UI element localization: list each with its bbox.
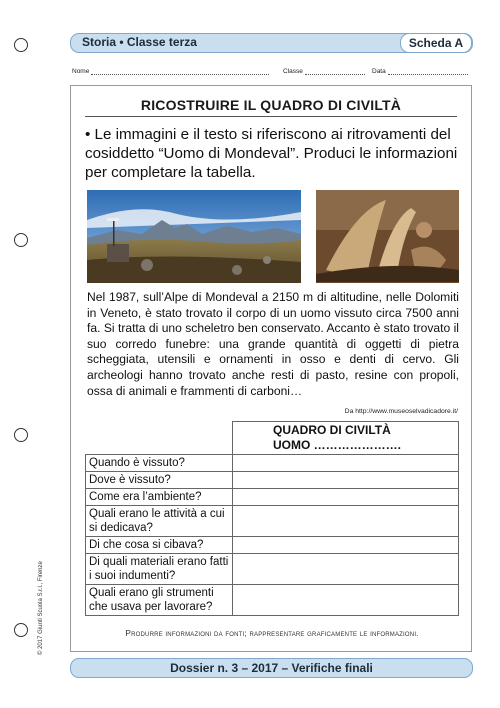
table-row (86, 585, 459, 616)
answer-cell[interactable] (233, 472, 459, 489)
question-cell: Come era l’ambiente? (86, 489, 233, 506)
question-cell: Dove è vissuto? (86, 472, 233, 489)
table-row (86, 455, 459, 472)
table-header-row (86, 422, 459, 455)
question-cell: Quando è vissuto? (86, 455, 233, 472)
table-row (86, 506, 459, 537)
table-row (86, 489, 459, 506)
name-label: Nome (72, 68, 90, 75)
mountain-landscape-photo (87, 190, 301, 283)
binder-hole-2 (14, 233, 28, 247)
page-title: RICOSTRUIRE IL QUADRO DI CIVILTÀ (140, 97, 402, 113)
date-field[interactable] (372, 67, 468, 77)
skeleton-remains-photo (316, 190, 459, 283)
table-row (86, 554, 459, 585)
class-field[interactable] (283, 67, 365, 77)
question-cell: Di che cosa si cibava? (86, 537, 233, 554)
answer-cell[interactable] (233, 489, 459, 506)
binder-hole-3 (14, 428, 28, 442)
class-label: Classe (283, 68, 303, 75)
source-text-paragraph: Nel 1987, sull’Alpe di Mondeval a 2150 m di altitudine, nelle Dolomiti in Veneto, è stato trovato il corpo di un uomo vissuto circa 7500 anni fa. Si tratta di uno scheletro ben conservato. Accanto è stato trovato il suo corredo funebre: una grande quantità di oggetti di pietra scheggiata, utensili e ornamenti in osso e denti di cervo. Gli archeologi hanno trovato anche resti di pasto, resine con propoli, ossa di animali e frammenti di carboni… (87, 290, 459, 398)
answer-cell[interactable] (233, 554, 459, 585)
question-cell: Quali erano le attività a cui si dedicava? (86, 506, 233, 537)
learning-objectives-note: Produrre informazioni da fonti; rappresentare graficamente le informazioni. (125, 628, 419, 638)
answer-cell[interactable] (233, 455, 459, 472)
copyright-notice: © 2017 Giunti Scuola S.r.l., Firenze (38, 561, 44, 655)
header-band (70, 33, 473, 53)
binder-hole-1 (14, 38, 28, 52)
instruction-text: • Le immagini e il testo si riferiscono ai ritrovamenti del cosiddetto “Uomo di Mondeval”. Produci le informazioni per completare la tabella. (85, 126, 458, 181)
table-heading-line2: UOMO …………………. (273, 438, 401, 452)
footer-band: Dossier n. 3 – 2017 – Verifiche finali (70, 658, 473, 678)
worksheet-tag: Scheda A (400, 33, 472, 53)
question-cell: Quali erano gli strumenti che usava per lavorare? (86, 585, 233, 616)
table-row (86, 537, 459, 554)
question-cell: Di quali materiali erano fatti i suoi indumenti? (86, 554, 233, 585)
civilization-table (85, 421, 459, 616)
table-heading-line1: QUADRO DI CIVILTÀ (273, 423, 391, 437)
answer-cell[interactable] (233, 585, 459, 616)
answer-cell[interactable] (233, 506, 459, 537)
table-row (86, 472, 459, 489)
name-field[interactable] (72, 67, 269, 77)
table-heading (233, 422, 459, 455)
date-label: Data (372, 68, 386, 75)
binder-hole-4 (14, 623, 28, 637)
answer-cell[interactable] (233, 537, 459, 554)
title-divider (85, 116, 457, 117)
source-citation: Da http://www.museoselvadicadore.it/ (344, 408, 458, 415)
subject-label: Storia • Classe terza (82, 35, 197, 49)
